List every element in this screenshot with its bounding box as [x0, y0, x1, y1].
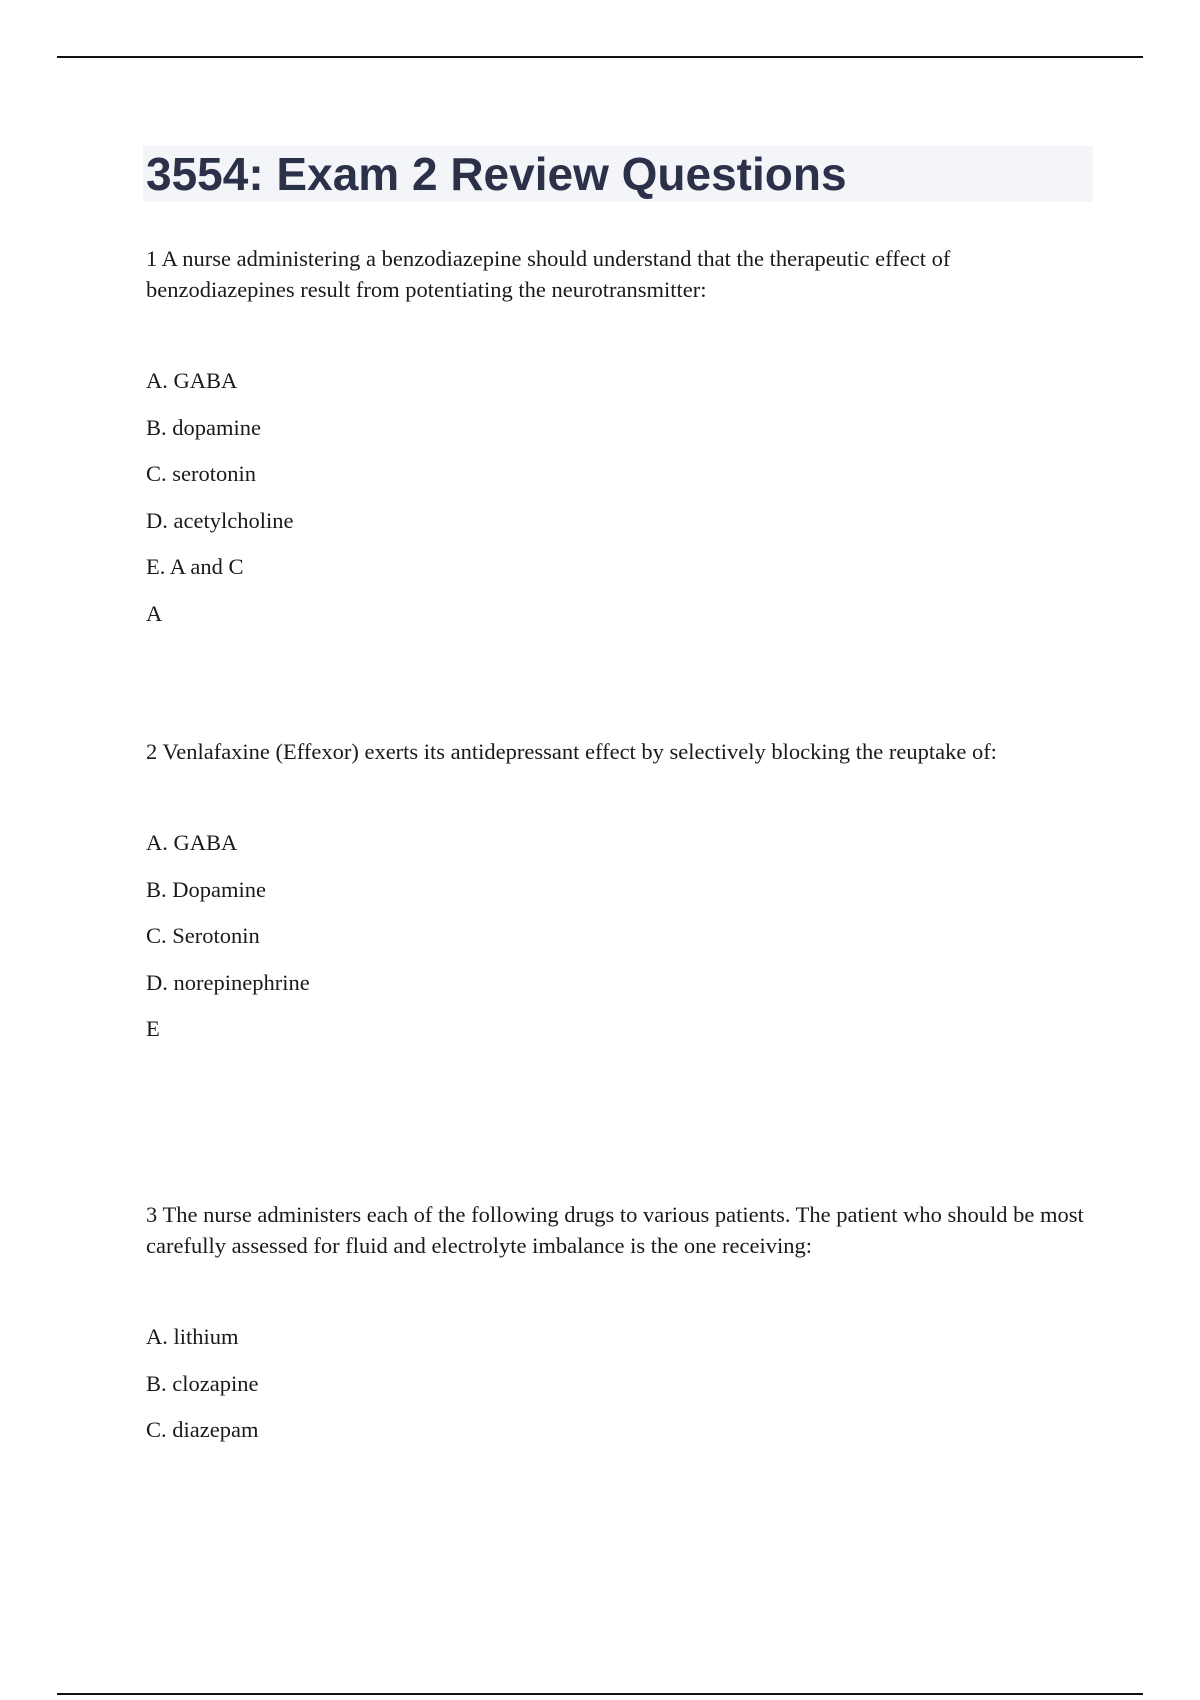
option-item: B. dopamine — [146, 414, 261, 440]
answer: E — [146, 1016, 160, 1041]
option-item: A. lithium — [146, 1324, 239, 1349]
option-item: C. Serotonin — [146, 923, 260, 948]
top-rule — [57, 56, 1143, 58]
bottom-rule — [57, 1693, 1143, 1695]
question-text: 1 A nurse administering a benzodiazepine should understand that the therapeutic effect of benzodiazepines result from potentiating the neurotransmitter: — [146, 246, 951, 302]
option-list — [146, 366, 1086, 599]
question-1 — [146, 243, 1086, 629]
option-item: B. clozapine — [146, 1370, 259, 1396]
option-item: A. GABA — [146, 368, 238, 393]
page-title: 3554: Exam 2 Review Questions — [146, 148, 847, 200]
answer: A — [146, 600, 163, 626]
option-item: D. acetylcholine — [146, 507, 294, 533]
option-item: C. diazepam — [146, 1417, 259, 1442]
option-item: B. Dopamine — [146, 876, 266, 902]
option-item: D. norepinephrine — [146, 969, 310, 995]
option-item: A. GABA — [146, 830, 238, 855]
option-list — [146, 1322, 1086, 1462]
question-2 — [146, 736, 1086, 1044]
option-list — [146, 828, 1086, 1014]
question-text: 2 Venlafaxine (Effexor) exerts its antidepressant effect by selectively blocking the reuptake of: — [146, 739, 997, 764]
question-text: 3 The nurse administers each of the following drugs to various patients. The patient who should be most carefully assessed for fluid and electrolyte imbalance is the one receiving: — [146, 1202, 1084, 1258]
option-item: C. serotonin — [146, 461, 256, 486]
option-item: E. A and C — [146, 554, 244, 579]
question-3 — [146, 1199, 1086, 1462]
